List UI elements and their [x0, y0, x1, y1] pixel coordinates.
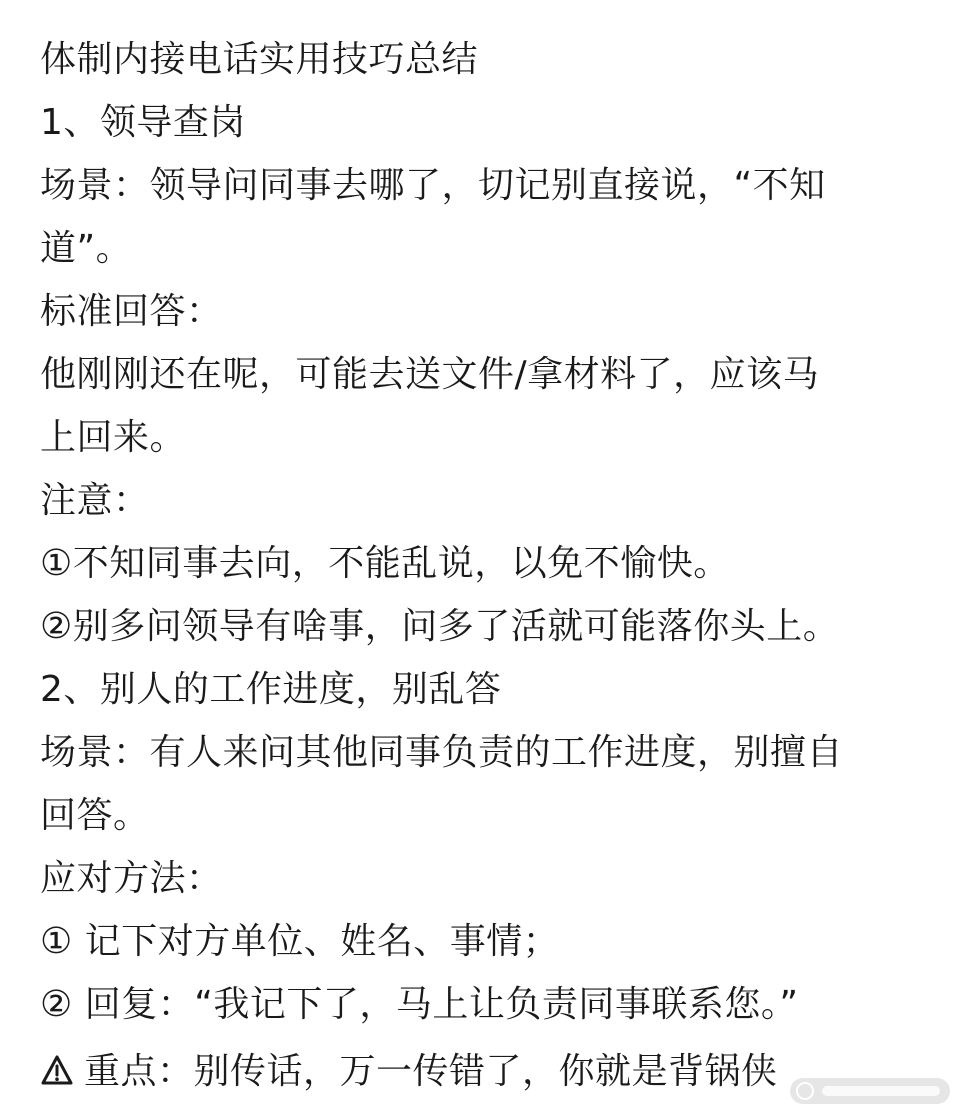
text-line: 上回来。 — [40, 417, 187, 458]
text-line: 场景：领导问同事去哪了，切记别直接说，“不知 — [40, 165, 826, 206]
warning-text: 重点：别传话，万一传错了，你就是背锅侠 — [84, 1051, 778, 1092]
text-line: ①不知同事去向，不能乱说，以免不愉快。 — [40, 543, 730, 584]
text-line: ② 回复：“我记下了，马上让负责同事联系您。” — [40, 984, 799, 1025]
document-title: 体制内接电话实用技巧总结 — [40, 39, 479, 80]
watermark — [790, 1078, 950, 1104]
text-line: 应对方法： — [40, 858, 223, 899]
text-line: 回答。 — [40, 795, 150, 836]
watermark-text — [822, 1086, 940, 1096]
section-2-heading: 2、别人的工作进度，别乱答 — [40, 669, 502, 710]
text-line: 标准回答： — [40, 291, 223, 332]
text-line: 注意： — [40, 480, 150, 521]
warning-triangle-icon — [40, 1054, 74, 1086]
text-line: 场景：有人来问其他同事负责的工作进度，别擅自 — [40, 732, 844, 773]
text-line: 道”。 — [40, 228, 133, 269]
text-line: ① 记下对方单位、姓名、事情； — [40, 921, 560, 962]
section-1-heading: 1、领导查岗 — [40, 102, 246, 143]
watermark-logo-icon — [796, 1082, 814, 1100]
text-line: ②别多问领导有啥事，问多了活就可能落你头上。 — [40, 606, 840, 647]
text-line: 他刚刚还在呢，可能去送文件/拿材料了，应该马 — [40, 354, 820, 395]
